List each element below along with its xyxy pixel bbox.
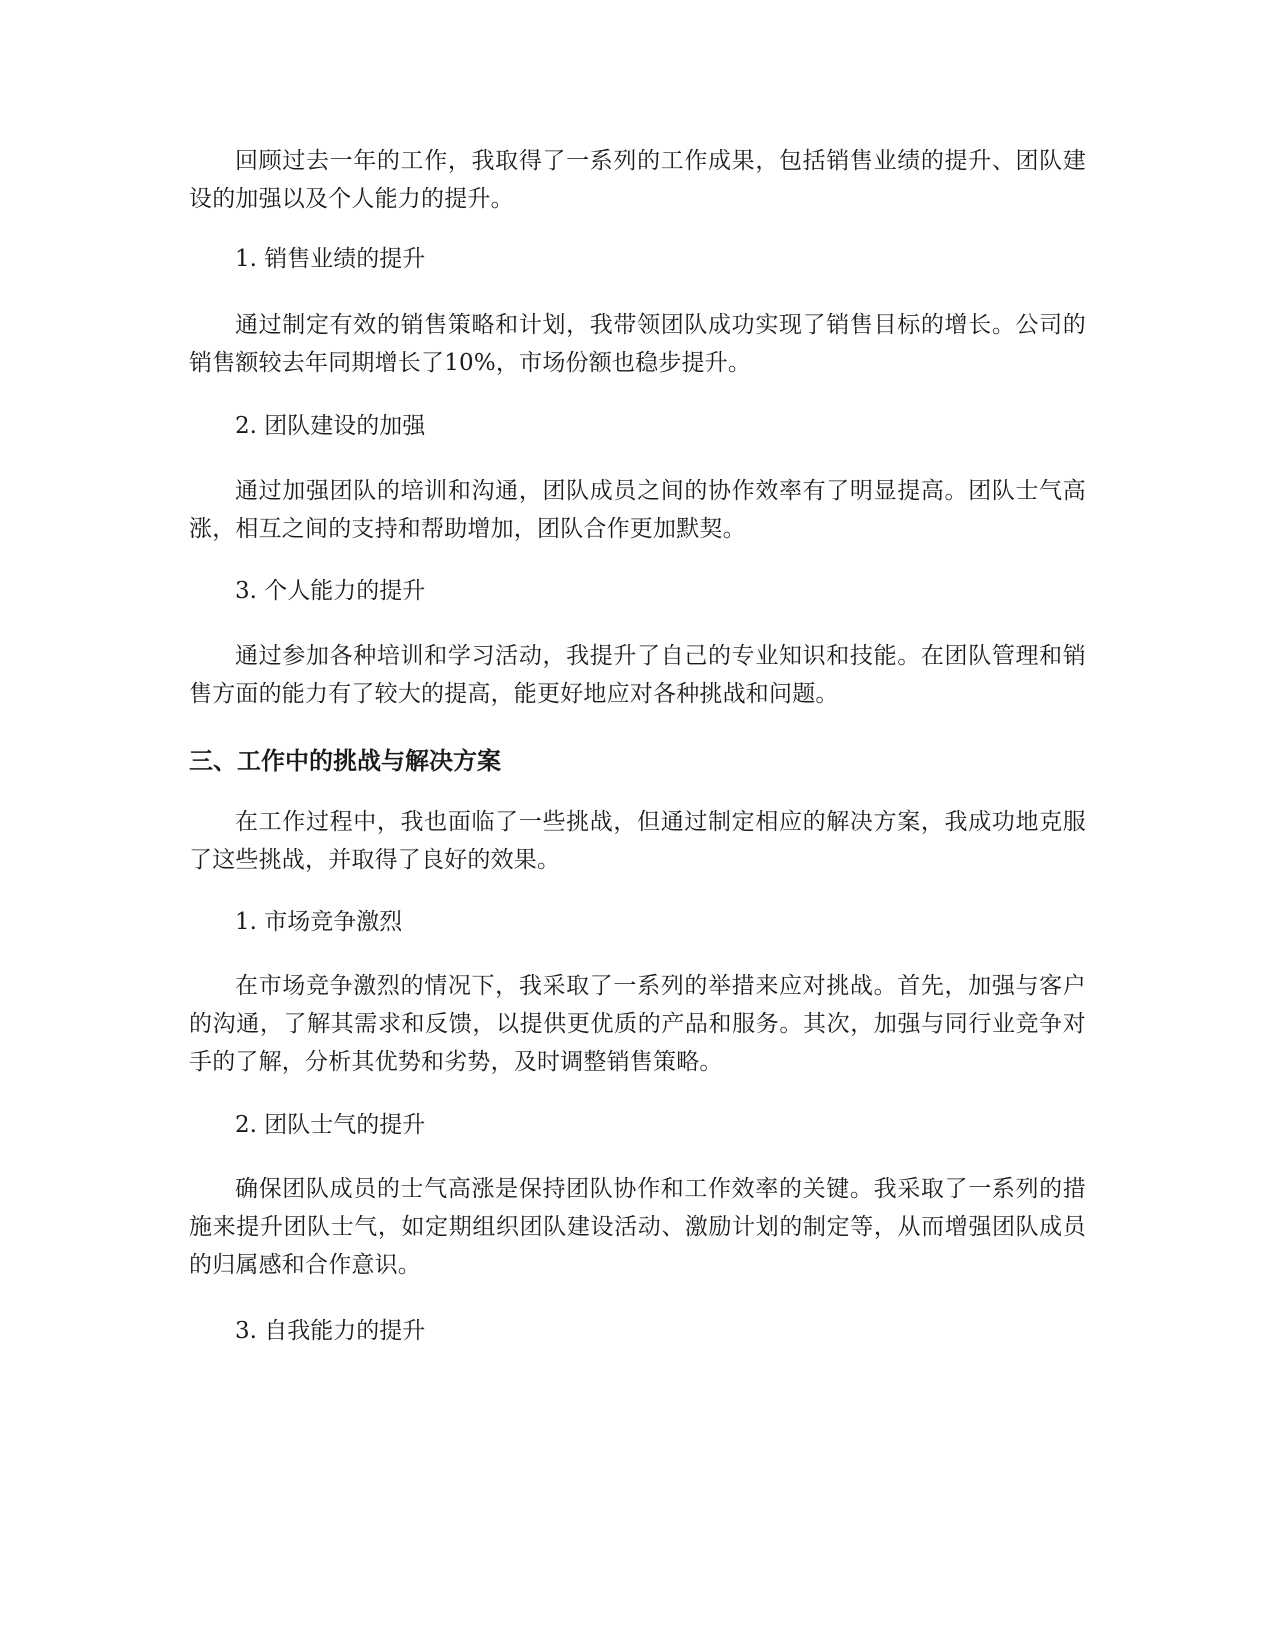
section3-heading: 三、工作中的挑战与解决方案 (189, 747, 501, 775)
challenge-1-body: 在市场竞争激烈的情况下，我采取了一系列的举措来应对挑战。首先，加强与客户的沟通，了解其需求和反馈，以提供更优质的产品和服务。其次，加强与同行业竞争对手的了解，分析其优势和劣势，及时调整销售策略。 (189, 973, 1086, 1075)
challenge-1-title: 1. 市场竞争激烈 (235, 909, 403, 935)
achievement-3-title: 3. 个人能力的提升 (235, 578, 426, 604)
challenge-3-title: 3. 自我能力的提升 (235, 1318, 426, 1344)
challenge-2-body: 确保团队成员的士气高涨是保持团队协作和工作效率的关键。我采取了一系列的措施来提升团队士气，如定期组织团队建设活动、激励计划的制定等，从而增强团队成员的归属感和合作意识。 (189, 1176, 1086, 1278)
achievement-1-title: 1. 销售业绩的提升 (235, 246, 426, 272)
achievement-3-body: 通过参加各种培训和学习活动，我提升了自己的专业知识和技能。在团队管理和销售方面的能力有了较大的提高，能更好地应对各种挑战和问题。 (189, 643, 1086, 707)
challenge-2-title: 2. 团队士气的提升 (235, 1112, 426, 1138)
achievement-2-title: 2. 团队建设的加强 (235, 413, 426, 439)
achievement-2-body: 通过加强团队的培训和沟通，团队成员之间的协作效率有了明显提高。团队士气高涨，相互之间的支持和帮助增加，团队合作更加默契。 (189, 478, 1086, 542)
intro-paragraph: 回顾过去一年的工作，我取得了一系列的工作成果，包括销售业绩的提升、团队建设的加强以及个人能力的提升。 (189, 148, 1086, 212)
achievement-1-body: 通过制定有效的销售策略和计划，我带领团队成功实现了销售目标的增长。公司的销售额较去年同期增长了10%，市场份额也稳步提升。 (189, 312, 1086, 376)
section3-intro: 在工作过程中，我也面临了一些挑战，但通过制定相应的解决方案，我成功地克服了这些挑战，并取得了良好的效果。 (189, 809, 1086, 873)
